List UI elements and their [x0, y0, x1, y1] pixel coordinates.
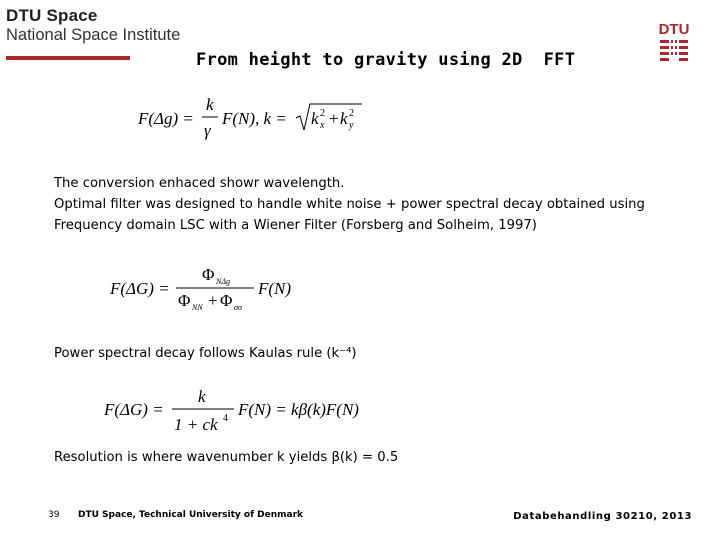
formula3-rhs: F(N) = kβ(k)F(N)	[238, 400, 359, 419]
formula-height-to-gravity	[136, 92, 366, 146]
text-conversion: The conversion enhaced showr wavelength.	[54, 176, 345, 191]
formula2-num-phi: Φ	[202, 265, 215, 284]
logo-title: DTU Space	[6, 6, 98, 25]
formula3-den-sup: 4	[223, 413, 228, 424]
formula2-den-phi1: Φ	[178, 291, 191, 310]
formula1-kx-sub: x	[320, 120, 325, 131]
formula1-kx: k	[311, 109, 319, 128]
formula1-rhs: F(N), k =	[222, 109, 287, 128]
formula1-ky-sup: 2	[349, 108, 354, 119]
formula2-num-sub: NΔg	[216, 277, 231, 286]
dtu-logo-text: DTU	[658, 21, 690, 38]
formula-wiener-filter	[108, 262, 318, 318]
logo-bar	[6, 56, 130, 60]
formula2-lhs: F(ΔG) =	[110, 279, 170, 298]
formula1-denominator: γ	[204, 121, 211, 140]
dtu-logo-icon	[656, 18, 692, 66]
formula1-plus: +	[329, 109, 339, 128]
formula2-den-phi2: Φ	[220, 291, 233, 310]
footer-organization: DTU Space, Technical University of Denmark	[78, 510, 303, 520]
text-wiener-filter: Frequency domain LSC with a Wiener Filter (Forsberg and Solheim, 1997)	[54, 218, 537, 233]
page-number: 39	[48, 510, 60, 520]
footer-course: Databehandling 30210, 2013	[513, 511, 692, 522]
formula1-ky: k	[340, 109, 348, 128]
formula-kaulas-filter	[102, 384, 402, 438]
slide-title: From height to gravity using 2D FFT	[196, 50, 576, 70]
formula1-ky-sub: y	[349, 120, 354, 131]
formula1-kx-sup: 2	[320, 108, 325, 119]
formula1-numerator: k	[206, 95, 214, 114]
formula2-den-plus: +	[208, 291, 218, 310]
text-optimal-filter: Optimal filter was designed to handle white noise + power spectral decay obtained using	[54, 197, 645, 212]
formula3-denominator: 1 + ck	[174, 415, 218, 434]
formula1-lhs: F(Δg) =	[138, 109, 194, 128]
formula3-lhs: F(ΔG) =	[104, 400, 164, 419]
logo-subtitle: National Space Institute	[6, 26, 181, 44]
formula2-den-sub2: σσ	[234, 303, 242, 312]
text-resolution: Resolution is where wavenumber k yields β(k) = 0.5	[54, 450, 399, 465]
formula2-den-sub1: NN	[192, 303, 203, 312]
formula3-numerator: k	[198, 387, 206, 406]
text-kaulas-rule: Power spectral decay follows Kaulas rule (k⁻⁴)	[54, 346, 357, 361]
formula2-rhs: F(N)	[258, 279, 292, 298]
